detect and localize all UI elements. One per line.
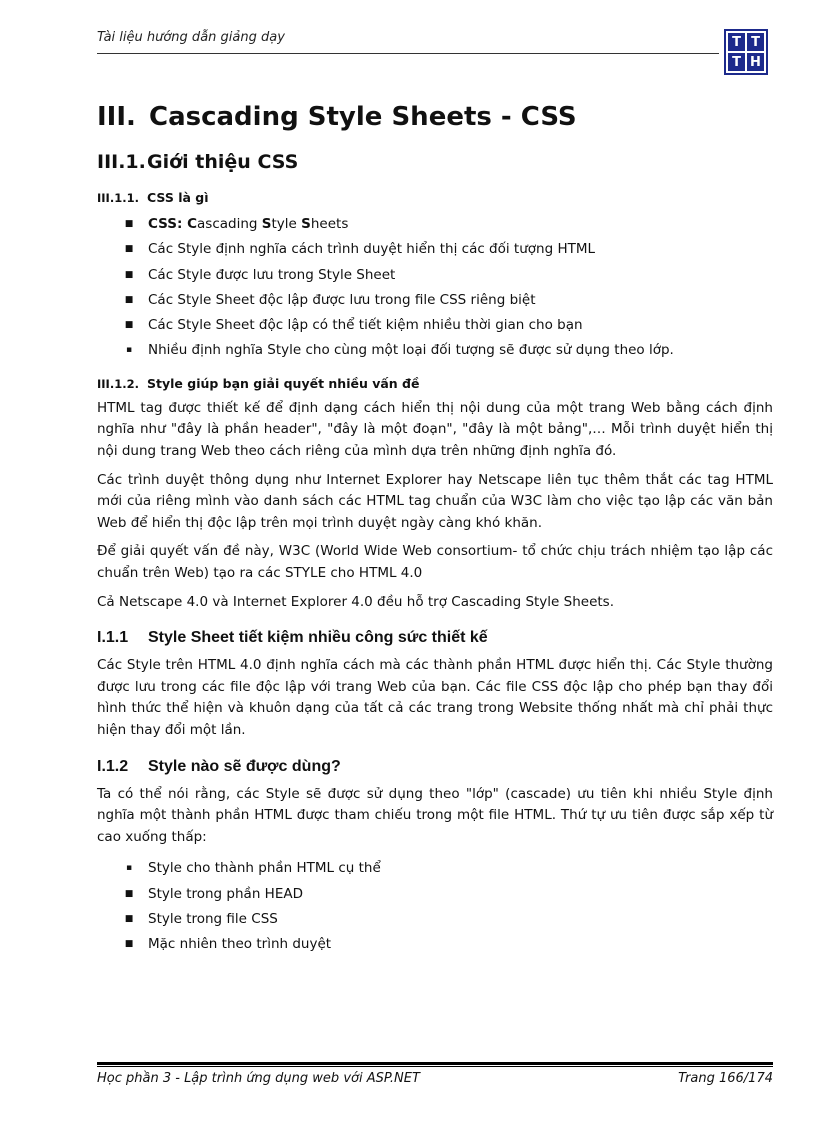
heading-number: I.1.2 bbox=[97, 757, 129, 775]
list-item-text: Style cho thành phần HTML cụ thể bbox=[148, 860, 381, 877]
list-item-text: Các Style Sheet độc lập được lưu trong file CSS riêng biệt bbox=[148, 291, 536, 308]
list-item bbox=[97, 212, 773, 237]
heading-title: Style nào sẽ được dùng? bbox=[148, 757, 341, 775]
list-item bbox=[97, 932, 773, 957]
heading-style-giup-ban bbox=[97, 374, 773, 394]
header-doc-title: Tài liệu hướng dẫn giảng dạy bbox=[97, 30, 285, 45]
heading-style-sheet-tiet-kiem bbox=[97, 625, 773, 651]
list-item-text: Các Style được lưu trong Style Sheet bbox=[148, 266, 396, 283]
priority-list bbox=[97, 856, 773, 957]
subsection-heading bbox=[97, 146, 773, 178]
section-title: Cascading Style Sheets - CSS bbox=[149, 102, 577, 132]
list-item bbox=[97, 907, 773, 932]
logo-letter: H bbox=[747, 53, 764, 71]
list-item-text: Style trong file CSS bbox=[148, 910, 278, 927]
list-item-text: Các Style Sheet độc lập có thể tiết kiệm nhiều thời gian cho bạn bbox=[148, 317, 583, 334]
list-item bbox=[97, 338, 773, 363]
footer-rule-thick bbox=[97, 1062, 773, 1065]
term-bold: S bbox=[301, 216, 311, 232]
bullet-icon: ▪ bbox=[125, 863, 133, 874]
page-header bbox=[97, 0, 773, 82]
bullet-icon: ■ bbox=[124, 219, 134, 229]
term-bold: S bbox=[261, 216, 272, 232]
logo-letter: T bbox=[728, 33, 745, 51]
list-item bbox=[97, 263, 773, 288]
heading-title: Style giúp bạn giải quyết nhiều vấn đề bbox=[147, 375, 420, 391]
section-number: III. bbox=[97, 102, 136, 132]
subsection-title: Giới thiệu CSS bbox=[147, 151, 299, 173]
ttth-logo bbox=[724, 29, 768, 75]
heading-title: CSS là gì bbox=[147, 190, 209, 205]
bullet-icon: ■ bbox=[124, 888, 134, 899]
heading-number: III.1.1. bbox=[97, 191, 139, 205]
document-body bbox=[97, 95, 773, 957]
page-footer bbox=[97, 1062, 773, 1095]
paragraph: Các Style trên HTML 4.0 định nghĩa cách mà các thành phần HTML được hiển thị. Các Style thường được lưu trong các file độc lập với trang Web của bạn. Các file CSS độc lập cho phép bạn thay đổi hình thức thể hiện và khuôn dạng của tất cả các trang trong Website thống nhất mà chỉ phải thực hiện thay đổi một lần. bbox=[97, 657, 773, 738]
term-bold: CSS: C bbox=[148, 216, 198, 232]
list-item bbox=[97, 882, 773, 907]
logo-letter: T bbox=[747, 33, 764, 51]
section-heading bbox=[97, 95, 773, 139]
page-number: Trang 166/174 bbox=[678, 1071, 773, 1086]
header-rule bbox=[97, 53, 719, 54]
bullet-icon: ■ bbox=[124, 294, 134, 305]
footer-row bbox=[97, 1071, 773, 1095]
logo-letter: T bbox=[728, 53, 745, 71]
list-item-text: Các Style định nghĩa cách trình duyệt hiển thị các đối tượng HTML bbox=[148, 241, 596, 258]
bullet-icon: ■ bbox=[124, 269, 134, 280]
term-text: heets bbox=[310, 216, 349, 232]
bullet-icon: ■ bbox=[124, 939, 134, 950]
list-item bbox=[97, 288, 773, 313]
paragraph: Ta có thể nói rằng, các Style sẽ được sử dụng theo "lớp" (cascade) ưu tiên khi nhiều Style định nghĩa một thành phần HTML được tham chiếu trong một file HTML. Thứ tự ưu tiên được sắp xếp từ cao xuống thấp: bbox=[97, 785, 773, 845]
bullet-icon: ▪ bbox=[125, 345, 133, 356]
list-item bbox=[97, 313, 773, 338]
bullet-icon: ■ bbox=[124, 244, 134, 255]
list-item bbox=[97, 856, 773, 881]
list-item-text: Nhiều định nghĩa Style cho cùng một loại đối tượng sẽ được sử dụng theo lớp. bbox=[148, 342, 674, 359]
paragraph: HTML tag được thiết kế để định dạng cách hiển thị nội dung của một trang Web bằng cách định nghĩa như "đây là phần header", "đây là một đoạn", "đây là một bảng",… Mỗi trình duyệt hiển thị nội dung trang Web theo cách riêng của mình dựa trên những định nghĩa đó. bbox=[97, 399, 773, 459]
paragraph: Các trình duyệt thông dụng như Internet Explorer hay Netscape liên tục thêm thắt các tag HTML mới của riêng mình vào danh sách các HTML tag chuẩn của W3C làm cho việc tạo lập các văn bản Web để hiển thị độc lập trên mọi trình duyệt ngày càng khó khăn. bbox=[97, 471, 773, 531]
bullet-icon: ■ bbox=[124, 913, 134, 924]
term-text: ascading bbox=[197, 216, 262, 232]
heading-style-nao-se-duoc-dung bbox=[97, 754, 773, 780]
bullet-icon: ■ bbox=[124, 320, 134, 331]
paragraph: Cả Netscape 4.0 và Internet Explorer 4.0 đều hỗ trợ Cascading Style Sheets. bbox=[97, 593, 614, 610]
heading-number: I.1.1 bbox=[97, 629, 129, 647]
heading-css-la-gi bbox=[97, 188, 773, 208]
section-paragraphs bbox=[97, 398, 773, 613]
subsection-number: III.1. bbox=[97, 151, 146, 173]
heading-title: Style Sheet tiết kiệm nhiều công sức thiết kế bbox=[148, 629, 488, 647]
paragraph: Để giải quyết vấn đề này, W3C (World Wide Web consortium- tổ chức chịu trách nhiệm tạo lập các chuẩn trên Web) tạo ra các STYLE cho HTML 4.0 bbox=[97, 543, 773, 581]
list-item bbox=[97, 237, 773, 262]
heading-number: III.1.2. bbox=[97, 376, 139, 391]
footer-rule-thin bbox=[97, 1066, 773, 1067]
term-text: tyle bbox=[271, 216, 302, 232]
list-item-text: Mặc nhiên theo trình duyệt bbox=[148, 936, 332, 953]
footer-course: Học phần 3 - Lập trình ứng dụng web với ASP.NET bbox=[97, 1071, 420, 1086]
list-item-text: Style trong phần HEAD bbox=[148, 885, 303, 902]
css-definition-list bbox=[97, 212, 773, 364]
